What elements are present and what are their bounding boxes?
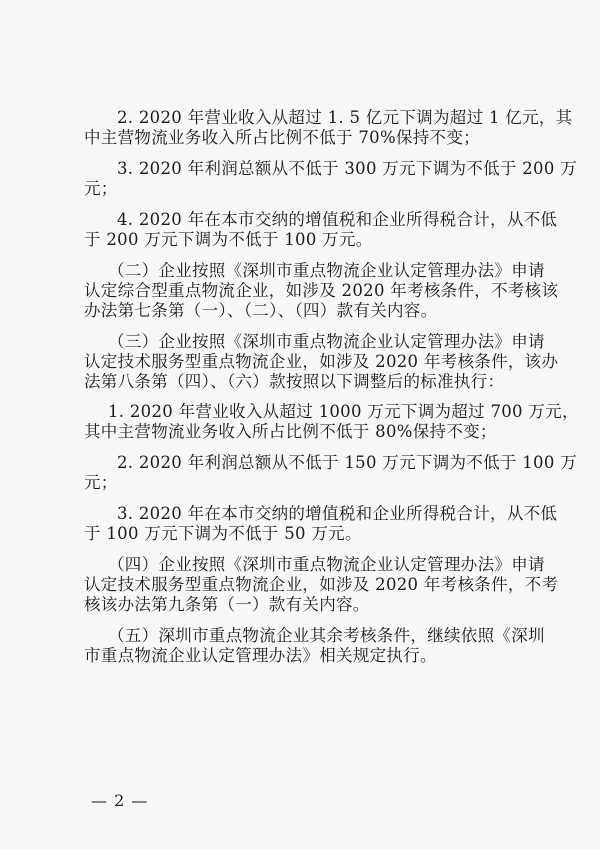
paragraph-profit-threshold — [84, 159, 577, 199]
paragraph-revenue-threshold — [84, 108, 573, 148]
page-number: — 2 — — [91, 791, 149, 810]
paragraph-comprehensive-enterprise — [84, 261, 559, 321]
text-line: 4. 2020 年在本市交纳的增值税和企业所得税合计，从不低 — [117, 210, 558, 229]
text-line: 认定技术服务型重点物流企业，如涉及 2020 年考核条件，该办 — [84, 352, 559, 371]
text-line: （三）企业按照《深圳市重点物流企业认定管理办法》申请 — [108, 332, 545, 351]
text-line: 2. 2020 年利润总额从不低于 150 万元下调为不低于 100 万 — [117, 453, 577, 472]
paragraph-other-conditions — [84, 626, 545, 666]
text-line: 其中主营物流业务收入所占比例不低于 80%保持不变； — [84, 422, 497, 441]
text-line: 认定技术服务型重点物流企业，如涉及 2020 年考核条件，不考 — [84, 575, 559, 594]
paragraph-tech-profit-threshold — [84, 453, 577, 493]
text-line: 于 200 万元下调为不低于 100 万元。 — [84, 230, 373, 249]
paragraph-tax-threshold — [84, 210, 558, 250]
text-line: 认定综合型重点物流企业，如涉及 2020 年考核条件，不考核该 — [84, 281, 559, 300]
text-line: 1. 2020 年营业收入从超过 1000 万元下调为超过 700 万元， — [108, 402, 579, 421]
paragraph-tech-tax-threshold — [84, 504, 558, 544]
text-line: 法第八条第（四）、（六）款按照以下调整后的标准执行： — [84, 372, 505, 391]
text-line: （二）企业按照《深圳市重点物流企业认定管理办法》申请 — [108, 261, 545, 280]
paragraph-tech-service-article-nine — [84, 555, 559, 615]
paragraph-tech-service-enterprise — [84, 332, 559, 392]
text-line: （四）企业按照《深圳市重点物流企业认定管理办法》申请 — [108, 555, 545, 574]
text-line: 办法第七条第（一）、（二）、（四）款有关内容。 — [84, 301, 438, 320]
text-line: 2. 2020 年营业收入从超过 1. 5 亿元下调为超过 1 亿元，其 — [117, 108, 573, 127]
text-line: 3. 2020 年利润总额从不低于 300 万元下调为不低于 200 万 — [117, 159, 577, 178]
text-line: 市重点物流企业认定管理办法》相关规定执行。 — [84, 646, 437, 665]
paragraph-tech-revenue-threshold — [84, 402, 579, 442]
text-line: 于 100 万元下调为不低于 50 万元。 — [84, 524, 362, 543]
text-line: 3. 2020 年在本市交纳的增值税和企业所得税合计，从不低 — [117, 504, 558, 523]
text-line: 中主营物流业务收入所占比例不低于 70%保持不变； — [84, 128, 480, 147]
text-line: 元； — [84, 473, 118, 492]
text-line: 核该办法第九条第（一）款有关内容。 — [84, 595, 370, 614]
text-line: 元； — [84, 179, 118, 198]
document-body — [84, 108, 579, 666]
text-line: （五）深圳市重点物流企业其余考核条件，继续依照《深圳 — [108, 626, 545, 645]
